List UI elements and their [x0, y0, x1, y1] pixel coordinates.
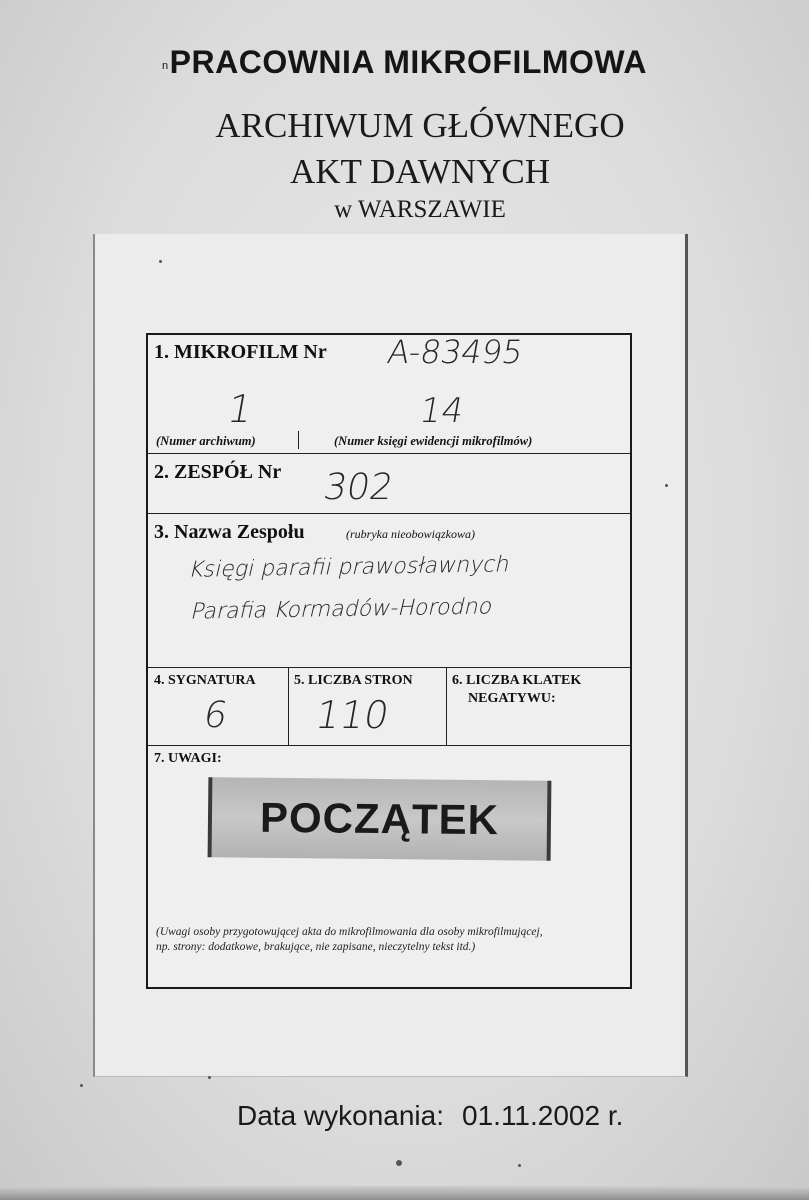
- remarks-instructions: [156, 925, 626, 955]
- register-number-caption: (Numer księgi ewidencji mikrofilmów): [334, 434, 533, 448]
- archive-city: w WARSZAWIE: [334, 196, 506, 223]
- fonds-name-optional-note: (rubryka nieobowiązkowa): [346, 527, 475, 541]
- dust-speck: [159, 260, 162, 263]
- row-divider: [148, 513, 630, 514]
- register-number-value: 14: [416, 391, 467, 431]
- execution-date: [237, 1100, 623, 1132]
- fonds-name-line1: Księgi parafii prawosławnych: [186, 552, 513, 583]
- microfilm-number-label: 1. MIKROFILM Nr: [154, 341, 327, 363]
- film-edge: [0, 1186, 809, 1200]
- lab-title-text: PRACOWNIA MIKROFILMOWA: [169, 44, 647, 80]
- negative-frames-label-line2: NEGATYWU:: [468, 691, 556, 706]
- execution-date-value: 01.11.2002 r.: [462, 1100, 624, 1131]
- column-divider: [446, 667, 447, 745]
- remarks-instructions-line2: np. strony: dodatkowe, brakujące, nie zapisane, nieczytelny tekst itd.): [156, 941, 476, 953]
- lab-title: [0, 44, 809, 81]
- negative-frames-label-line1: 6. LICZBA KLATEK: [452, 673, 582, 688]
- row-divider: [148, 745, 630, 746]
- column-divider: [288, 667, 289, 745]
- microfilm-form: [146, 333, 632, 989]
- signature-value: 6: [200, 695, 231, 736]
- page-count-value: 110: [312, 693, 393, 737]
- archive-name-line1: ARCHIWUM GŁÓWNEGO: [215, 106, 625, 145]
- row-divider: [148, 667, 630, 668]
- dust-speck: [518, 1164, 521, 1167]
- archive-name-line2: AKT DAWNYCH: [289, 152, 550, 191]
- page-count-label: 5. LICZBA STRON: [294, 673, 413, 688]
- remarks-label: 7. UWAGI:: [154, 751, 222, 766]
- fonds-number-label: 2. ZESPÓŁ Nr: [154, 461, 282, 483]
- title-prefix: n: [162, 60, 169, 72]
- start-stamp: POCZĄTEK: [208, 777, 552, 861]
- execution-date-label: Data wykonania:: [237, 1100, 445, 1131]
- dust-speck: [208, 1076, 211, 1079]
- fonds-name-label: 3. Nazwa Zespołu: [154, 521, 305, 543]
- archive-number-caption: (Numer archiwum): [156, 434, 256, 448]
- fonds-name-line2: Parafia Kormadów-Horodno: [188, 594, 496, 625]
- microfilm-number-value: A-83495: [384, 333, 526, 371]
- dust-speck: [396, 1160, 402, 1166]
- remarks-instructions-line1: (Uwagi osoby przygotowującej akta do mikrofilmowania dla osoby mikrofilmującej,: [156, 926, 543, 938]
- signature-label: 4. SYGNATURA: [154, 673, 256, 688]
- archive-number-value: 1: [224, 387, 257, 431]
- row-divider: [148, 453, 630, 454]
- dust-speck: [80, 1084, 83, 1087]
- fonds-number-value: 302: [320, 467, 397, 508]
- dust-speck: [665, 484, 668, 487]
- field-separator: [298, 431, 299, 449]
